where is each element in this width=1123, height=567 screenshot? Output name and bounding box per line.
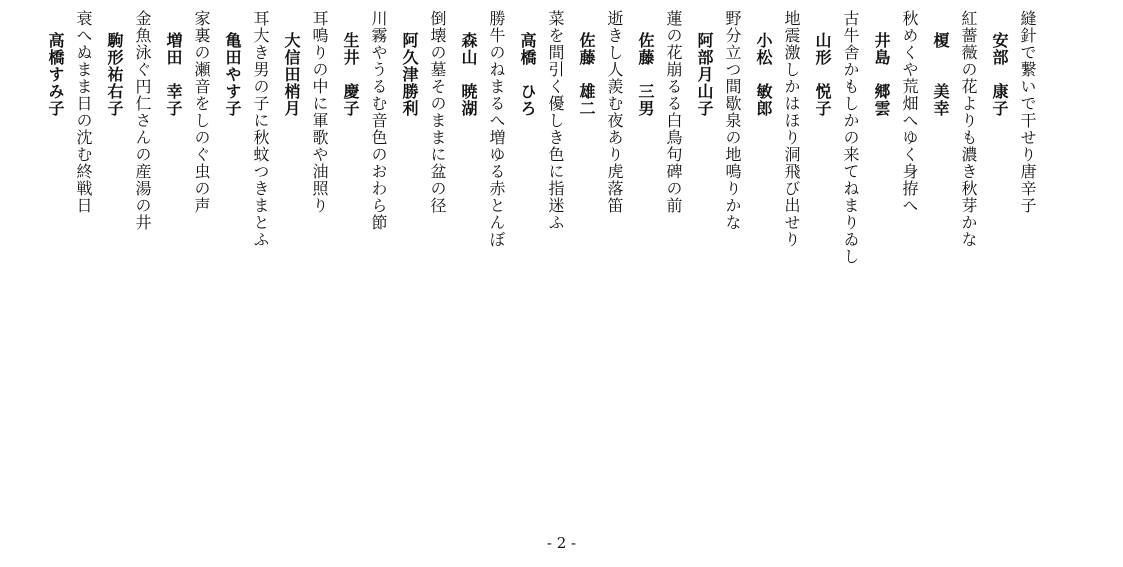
author-name: 生井 慶子 [341,32,360,117]
haiku-entry [451,10,510,248]
author-name: 山形 悦子 [813,32,832,117]
haiku-columns [38,10,1041,265]
author-name: 佐藤 三男 [636,32,655,117]
haiku-text: 川霧やうるむ音色のおわら節 [369,10,388,231]
author-name: 亀田やす子 [223,32,242,117]
haiku-text: 野分立つ間歇泉の地鳴りかな [723,10,742,231]
haiku-entry [156,10,215,214]
haiku-text: 地震激しかはほり洞飛び出せり [782,10,801,248]
haiku-text: 勝牛のねまるへ増ゆる赤とんぼ [487,10,506,248]
author-name: 井島 郷雲 [872,32,891,117]
haiku-text: 縫針で繋いで干せり唐辛子 [1018,10,1037,214]
haiku-text: 倒壊の墓そのままに盆の径 [428,10,447,214]
haiku-text: 秋めくや荒畑へゆく身拵へ [900,10,919,214]
author-name: 大信田梢月 [282,32,301,117]
haiku-entry [923,10,982,248]
haiku-entry [274,10,333,214]
haiku-text: 菜を間引く優しき色に指迷ふ [546,10,565,231]
author-name: 駒形祐右子 [105,32,124,117]
haiku-entry [982,10,1041,214]
haiku-entry [333,10,392,231]
haiku-entry [864,10,923,214]
author-name: 安部 康子 [990,32,1009,117]
author-name: 小松 敏郎 [754,32,773,117]
page-number: - 2 - [546,534,577,552]
haiku-text: 紅薔薇の花よりも濃き秋芽かな [959,10,978,248]
haiku-entry [569,10,628,214]
haiku-entry [38,10,97,214]
haiku-entry [687,10,746,231]
haiku-entry [628,10,687,214]
author-name: 森山 暁湖 [459,32,478,117]
author-name: 佐藤 雄二 [577,32,596,117]
author-name: 高橋 ひろ [518,32,537,117]
haiku-entry [392,10,451,214]
haiku-entry [97,10,156,231]
haiku-text: 家裏の瀬音をしのぐ虫の声 [192,10,211,214]
haiku-text: 耳大き男の子に秋蚊つきまとふ [251,10,270,248]
haiku-text: 衰へぬまま日の沈む終戦日 [74,10,93,214]
haiku-text: 古牛舎かもしかの来てねまりゐし [841,10,860,265]
author-name: 阿部月山子 [695,32,714,117]
haiku-entry [746,10,805,248]
haiku-entry [510,10,569,231]
haiku-entry [805,10,864,265]
author-name: 高橋すみ子 [46,32,65,117]
haiku-text: 金魚泳ぐ円仁さんの産湯の井 [133,10,152,231]
author-name: 阿久津勝利 [400,32,419,117]
haiku-text: 耳鳴りの中に軍歌や油照り [310,10,329,214]
haiku-text: 逝きし人羨む夜あり虎落笛 [605,10,624,214]
author-name: 増田 幸子 [164,32,183,117]
haiku-entry [215,10,274,248]
haiku-text: 蓮の花崩るる白鳥句碑の前 [664,10,683,214]
author-name: 榎 美幸 [931,32,950,117]
